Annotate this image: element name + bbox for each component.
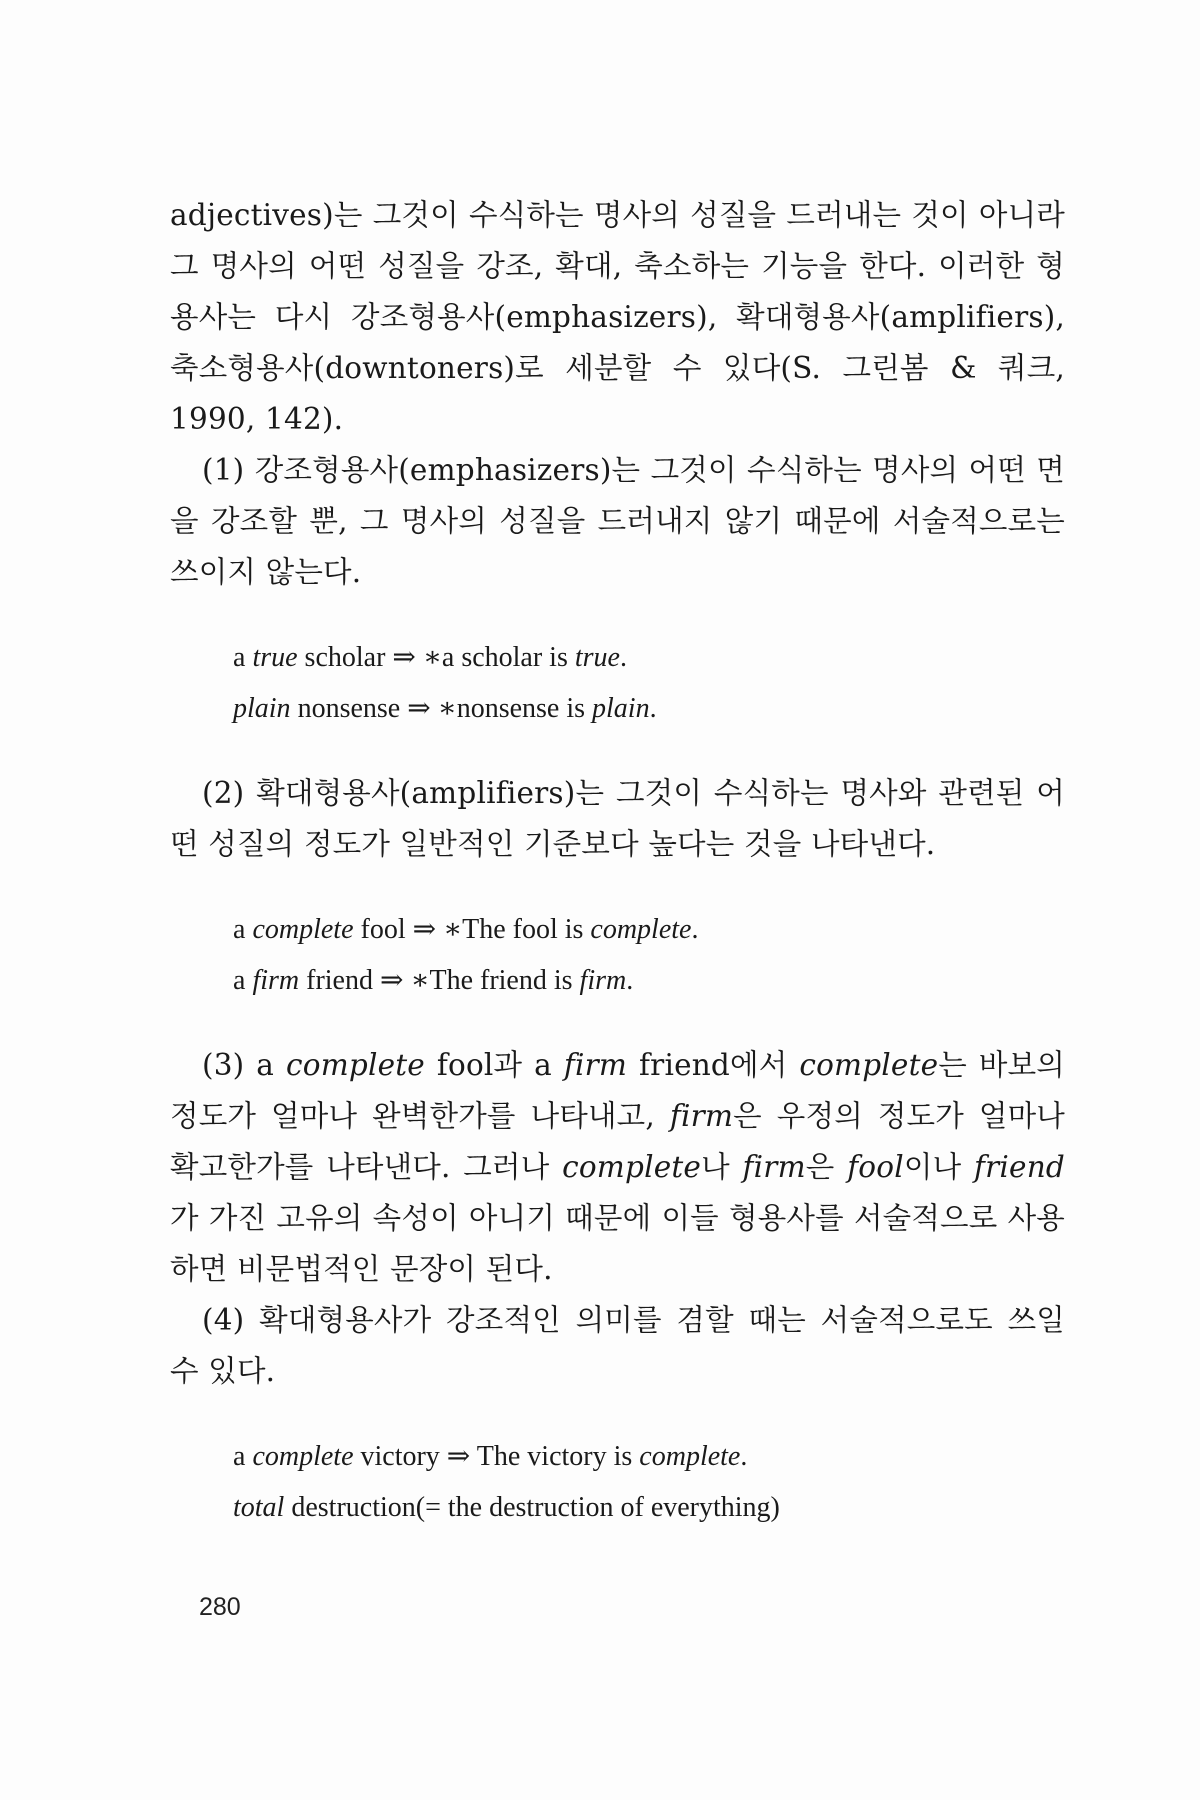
- example-line: a complete fool ⇒ ∗The fool is complete.: [233, 914, 699, 945]
- page-number: 280: [199, 1593, 241, 1621]
- page-body: [170, 190, 1065, 1533]
- example-line: a firm friend ⇒ ∗The friend is firm.: [233, 965, 634, 996]
- example-line: a complete victory ⇒ The victory is complete.: [233, 1441, 748, 1472]
- example-line: plain nonsense ⇒ ∗nonsense is plain.: [233, 693, 657, 724]
- paragraph-2-amplifiers: (2) 확대형용사(amplifiers)는 그것이 수식하는 명사와 관련된 어떤 성질의 정도가 일반적인 기준보다 높다는 것을 나타낸다.: [170, 776, 1065, 861]
- example-line: total destruction(= the destruction of everything): [233, 1492, 780, 1523]
- example-set-1: [170, 632, 1065, 734]
- paragraph-1-emphasizers: (1) 강조형용사(emphasizers)는 그것이 수식하는 명사의 어떤 면을 강조할 뿐, 그 명사의 성질을 드러내지 않기 때문에 서술적으로는 쓰이지 않는다.: [170, 453, 1065, 589]
- intro-paragraph: adjectives)는 그것이 수식하는 명사의 성질을 드러내는 것이 아니라 그 명사의 어떤 성질을 강조, 확대, 축소하는 기능을 한다. 이러한 형용사는 다시 강조형용사(emphasizers), 확대형용사(amplifiers), 축소형용사(downtoners)로 세분할 수 있다(S. 그린봄 & 쿼크, 1990, 142).: [170, 198, 1065, 436]
- example-line: a true scholar ⇒ ∗a scholar is true.: [233, 642, 627, 673]
- paragraph-4: (4) 확대형용사가 강조적인 의미를 겸할 때는 서술적으로도 쓰일 수 있다.: [170, 1303, 1065, 1388]
- example-set-2: [170, 904, 1065, 1006]
- example-set-3: [170, 1431, 1065, 1533]
- paragraph-3: (3) a complete fool과 a firm friend에서 complete는 바보의 정도가 얼마나 완벽한가를 나타내고, firm은 우정의 정도가 얼마나 확고한가를 나타낸다. 그러나 complete나 firm은 fool이나 friend가 가진 고유의 속성이 아니기 때문에 이들 형용사를 서술적으로 사용하면 비문법적인 문장이 된다.: [170, 1048, 1066, 1286]
